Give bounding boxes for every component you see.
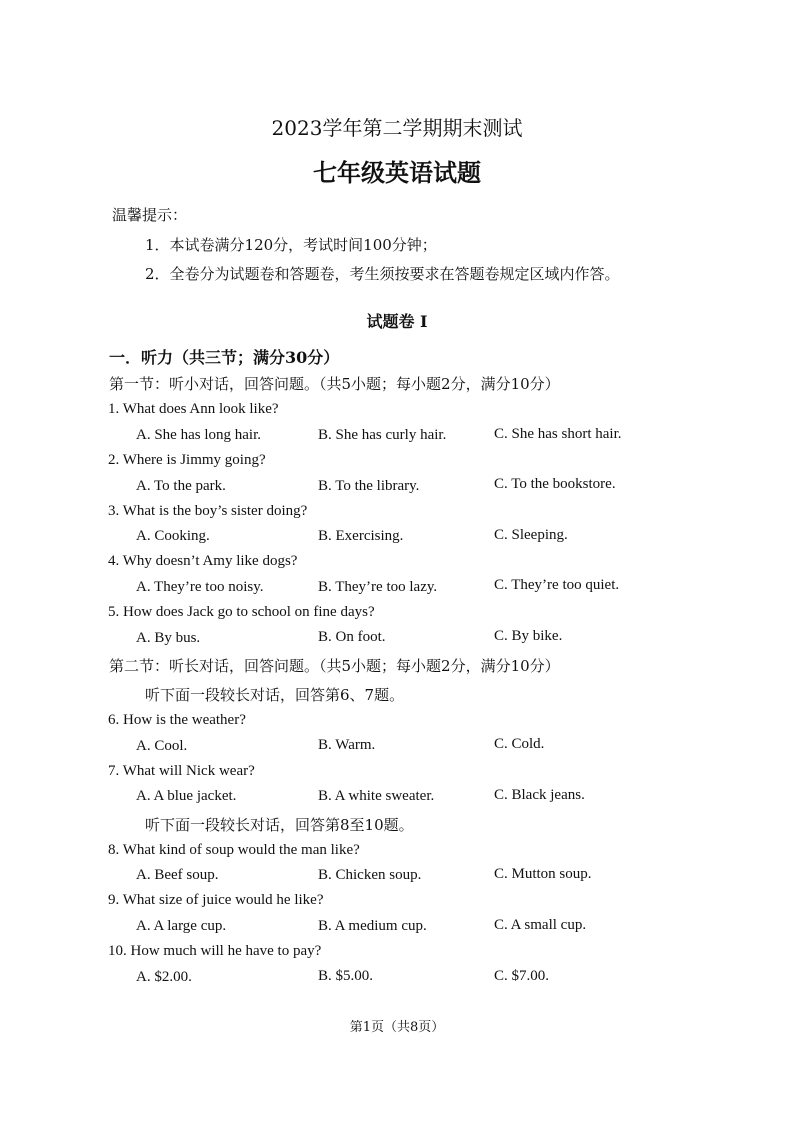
question-8: 8. What kind of soup would the man like? [108, 842, 360, 858]
question-9: 9. What size of juice would he like? [108, 892, 324, 908]
option-10b: B. $5.00. [318, 968, 374, 984]
option-5b: B. On foot. [318, 629, 386, 645]
question-6: 6. How is the weather? [108, 712, 246, 728]
exam-title: 2023学年第二学期期末测试 [271, 116, 523, 140]
option-5a: A. By bus. [136, 630, 201, 646]
option-1b: B. She has curly hair. [318, 427, 447, 443]
option-2c: C. To the bookstore. [494, 476, 616, 492]
question-10: 10. How much will he have to pay? [108, 943, 322, 959]
tip-item: 1．本试卷满分120分，考试时间100分钟； [145, 236, 437, 254]
note-questions-6-7: 听下面一段较长对话，回答第6、7题。 [145, 686, 405, 704]
option-8c: C. Mutton soup. [494, 866, 592, 882]
option-8a: A. Beef soup. [136, 867, 219, 883]
option-7a: A. A blue jacket. [136, 788, 237, 804]
option-2b: B. To the library. [318, 478, 420, 494]
option-10a: A. $2.00. [136, 969, 192, 985]
option-7b: B. A white sweater. [318, 788, 435, 804]
question-5: 5. How does Jack go to school on fine days? [108, 604, 375, 620]
option-3c: C. Sleeping. [494, 527, 568, 543]
question-3: 3. What is the boy’s sister doing? [108, 503, 308, 519]
option-2a: A. To the park. [136, 478, 226, 494]
option-6a: A. Cool. [136, 738, 188, 754]
option-1a: A. She has long hair. [136, 427, 261, 443]
option-9a: A. A large cup. [136, 918, 227, 934]
option-3b: B. Exercising. [318, 528, 404, 544]
tip-item: 2．全卷分为试题卷和答题卷，考生须按要求在答题卷规定区域内作答。 [145, 265, 620, 283]
part1-instructions: 第一节：听小对话，回答问题。（共5小题；每小题2分，满分10分） [109, 375, 560, 393]
option-4a: A. They’re too noisy. [136, 579, 264, 595]
section-listening-title: 一．听力（共三节；满分30分） [109, 348, 340, 367]
option-5c: C. By bike. [494, 628, 563, 644]
option-9b: B. A medium cup. [318, 918, 427, 934]
option-7c: C. Black jeans. [494, 787, 585, 803]
exam-subtitle: 七年级英语试题 [313, 158, 481, 187]
option-8b: B. Chicken soup. [318, 867, 422, 883]
option-6b: B. Warm. [318, 737, 376, 753]
option-10c: C. $7.00. [494, 968, 550, 984]
question-4: 4. Why doesn’t Amy like dogs? [108, 553, 298, 569]
option-6c: C. Cold. [494, 736, 545, 752]
tips-heading: 温馨提示： [112, 206, 188, 224]
option-1c: C. She has short hair. [494, 426, 622, 442]
page-footer: 第1页（共8页） [349, 1020, 445, 1035]
paper-label: 试题卷 I [366, 312, 428, 331]
option-9c: C. A small cup. [494, 917, 587, 933]
option-4c: C. They’re too quiet. [494, 577, 620, 593]
question-1: 1. What does Ann look like? [108, 401, 279, 417]
part2-instructions: 第二节：听长对话，回答问题。（共5小题；每小题2分，满分10分） [109, 657, 560, 675]
option-3a: A. Cooking. [136, 528, 210, 544]
option-4b: B. They’re too lazy. [318, 579, 438, 595]
question-2: 2. Where is Jimmy going? [108, 452, 266, 468]
note-questions-8-10: 听下面一段较长对话，回答第8至10题。 [145, 816, 414, 834]
question-7: 7. What will Nick wear? [108, 763, 255, 779]
